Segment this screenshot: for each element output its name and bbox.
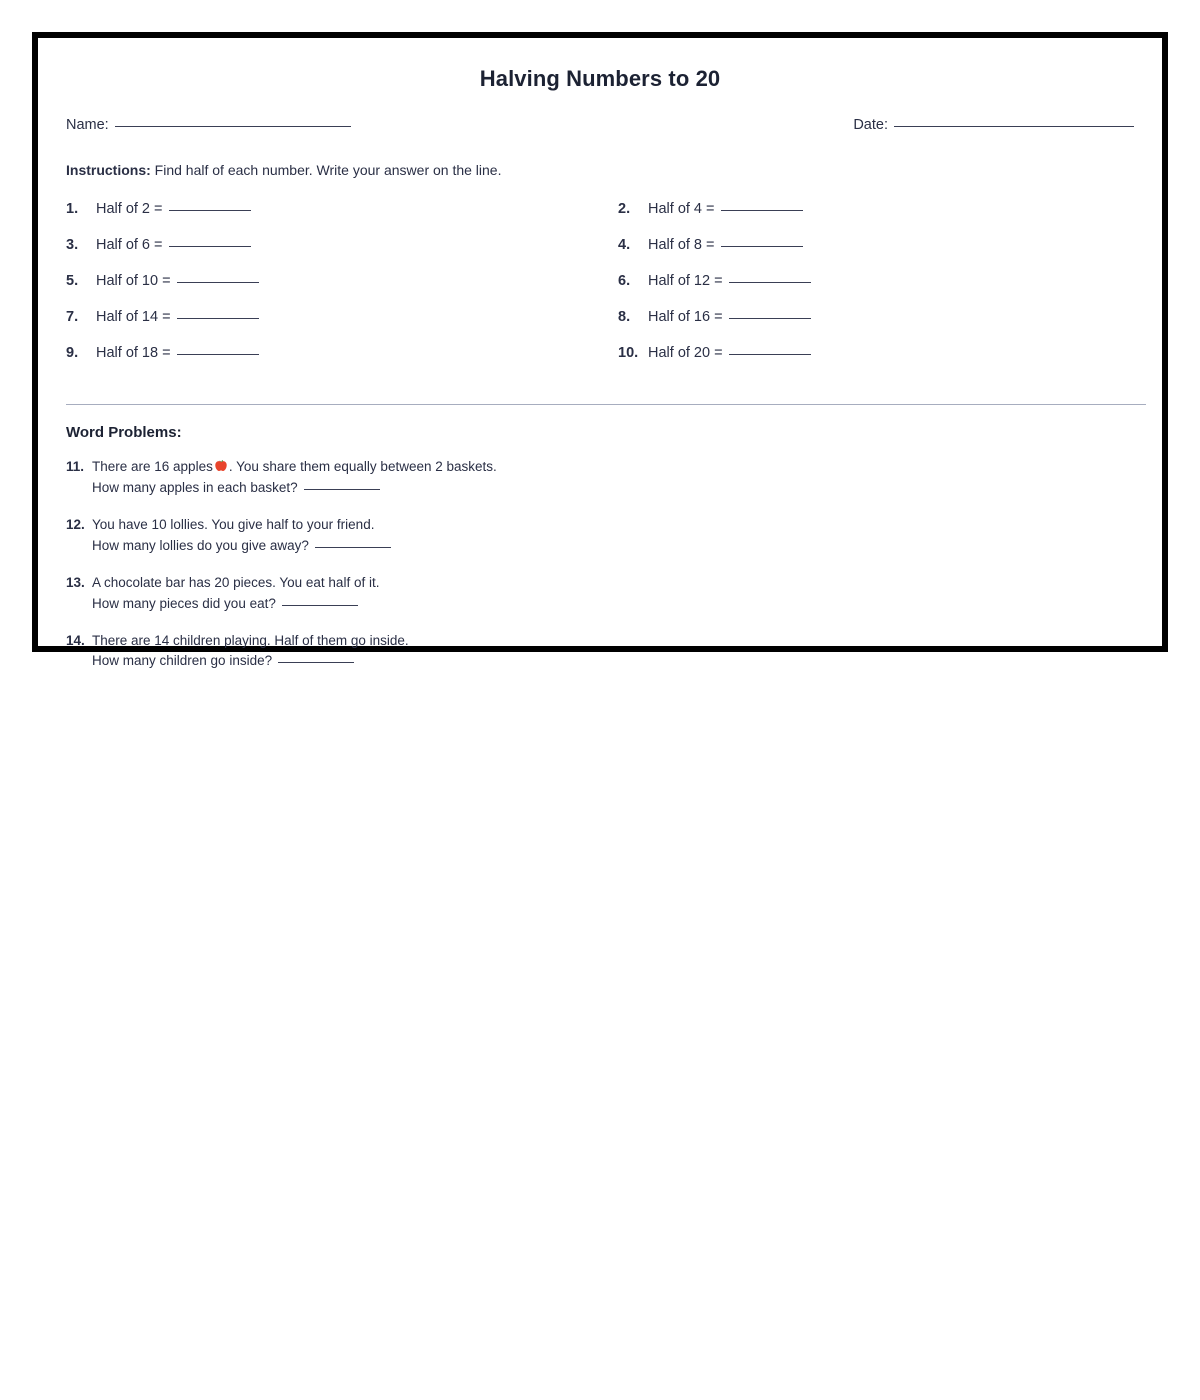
problem-number: 1.: [66, 201, 79, 217]
apple-icon: [214, 457, 228, 477]
word-problem-text-before: There are 16 apples: [92, 459, 213, 474]
instructions-text: Find half of each number. Write your answer on the line.: [154, 162, 502, 178]
problem-number: 7.: [66, 309, 79, 325]
problem-grid: [66, 201, 1134, 381]
problem-text: Half of 18 =: [96, 345, 171, 361]
worksheet-border: [32, 32, 1168, 669]
problem-number: 9.: [66, 345, 79, 361]
problem-text: Half of 12 =: [648, 273, 723, 289]
answer-line[interactable]: [721, 210, 803, 211]
word-problems-list: [66, 457, 1134, 672]
problem-text: Half of 14 =: [96, 309, 171, 325]
date-field-group: [853, 117, 1134, 133]
word-problem-question-text: How many lollies do you give away?: [92, 537, 309, 553]
date-input-line[interactable]: [894, 126, 1134, 127]
problem-item: [618, 273, 1134, 309]
problem-item: [618, 201, 1134, 237]
word-problem-item: [66, 573, 1134, 615]
word-problem-question-text: How many children go inside?: [92, 653, 273, 669]
word-problem-statement: [66, 631, 1134, 652]
word-problem-question: [66, 536, 1134, 557]
answer-line[interactable]: [729, 318, 811, 319]
problem-number: 10.: [618, 345, 639, 361]
answer-line[interactable]: [177, 282, 259, 283]
word-problem-text-before: There are 14 children playing. Half of them go inside.: [92, 632, 409, 648]
problem-text: Half of 4 =: [648, 201, 715, 217]
word-problem-number: 12.: [66, 516, 85, 532]
problem-item: [66, 237, 618, 273]
problem-item: [618, 345, 1134, 381]
name-date-row: [66, 117, 1134, 133]
worksheet-body: [38, 38, 1162, 669]
instructions-label: Instructions:: [66, 162, 151, 178]
problem-text: Half of 8 =: [648, 237, 715, 253]
problem-number: 8.: [618, 309, 631, 325]
word-problem-question-text: How many apples in each basket?: [92, 479, 298, 495]
word-problem-question: [66, 594, 1134, 615]
answer-line[interactable]: [169, 210, 251, 211]
word-problem-number: 14.: [66, 632, 85, 648]
answer-line[interactable]: [177, 354, 259, 355]
date-label: Date:: [853, 117, 888, 133]
word-problem-item: [66, 457, 1134, 499]
problem-item: [66, 345, 618, 381]
word-problem-item: [66, 631, 1134, 673]
name-label: Name:: [66, 117, 109, 133]
problem-number: 3.: [66, 237, 79, 253]
name-input-line[interactable]: [115, 126, 351, 127]
problem-item: [66, 309, 618, 345]
problem-number: 4.: [618, 237, 631, 253]
name-field-group: [66, 117, 351, 133]
answer-line[interactable]: [304, 489, 380, 490]
word-problem-number: 13.: [66, 574, 85, 590]
problem-item: [618, 309, 1134, 345]
problem-item: [66, 201, 618, 237]
answer-line[interactable]: [278, 662, 354, 663]
word-problem-number: 11.: [66, 459, 85, 474]
instructions: [66, 162, 1134, 178]
problem-text: Half of 6 =: [96, 237, 163, 253]
problem-text: Half of 16 =: [648, 309, 723, 325]
answer-line[interactable]: [169, 246, 251, 247]
word-problem-question: [66, 478, 1134, 499]
answer-line[interactable]: [315, 547, 391, 548]
word-problem-statement: [66, 457, 1134, 478]
problem-item: [618, 237, 1134, 273]
answer-line[interactable]: [729, 354, 811, 355]
word-problem-text-before: A chocolate bar has 20 pieces. You eat half of it.: [92, 574, 380, 590]
page-title: Halving Numbers to 20: [479, 66, 721, 91]
problem-number: 5.: [66, 273, 79, 289]
problem-number: 2.: [618, 201, 631, 217]
problem-text: Half of 20 =: [648, 345, 723, 361]
word-problem-statement: [66, 573, 1134, 594]
problem-item: [66, 273, 618, 309]
word-problems-heading: Word Problems:: [66, 424, 182, 441]
problem-number: 6.: [618, 273, 631, 289]
section-divider: [66, 404, 1146, 405]
word-problem-question: [66, 651, 1134, 672]
answer-line[interactable]: [721, 246, 803, 247]
problem-text: Half of 10 =: [96, 273, 171, 289]
word-problem-statement: [66, 515, 1134, 536]
answer-line[interactable]: [282, 605, 358, 606]
answer-line[interactable]: [729, 282, 811, 283]
word-problem-item: [66, 515, 1134, 557]
word-problem-text-after: . You share them equally between 2 baskets.: [228, 459, 497, 474]
answer-line[interactable]: [177, 318, 259, 319]
problem-text: Half of 2 =: [96, 201, 163, 217]
word-problem-text-before: You have 10 lollies. You give half to your friend.: [92, 516, 375, 532]
word-problem-question-text: How many pieces did you eat?: [92, 595, 276, 611]
